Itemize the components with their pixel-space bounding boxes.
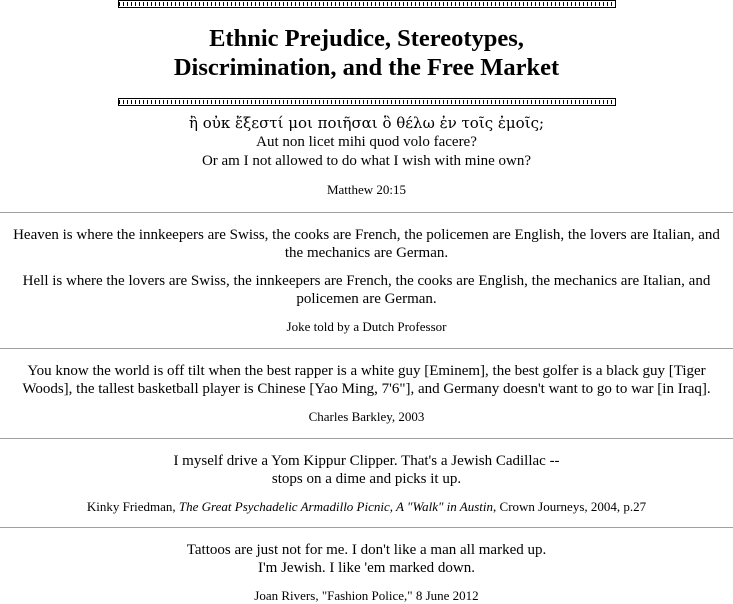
- greek-key-border-top: [118, 0, 616, 8]
- epigraph-greek: ἢ οὐκ ἔξεστί μοι ποιῆσαι ὃ θέλω ἐν τοῖς ἐμοῖς;: [188, 114, 545, 132]
- attribution-rivers: Joan Rivers, "Fashion Police," 8 June 2012: [254, 588, 479, 603]
- quote-kinky-line-1: I myself drive a Yom Kippur Clipper. That's a Jewish Cadillac --: [173, 453, 560, 469]
- quote-rivers-line-1: Tattoos are just not for me. I don't like a man all marked up.: [186, 542, 547, 558]
- separator: [0, 212, 733, 213]
- page-title: [0, 24, 733, 82]
- attribution-kinky-rest: , Crown Journeys, 2004, p.27: [493, 499, 647, 514]
- epigraph-latin: Aut non licet mihi quod volo facere?: [256, 134, 477, 150]
- separator: [0, 438, 733, 439]
- attribution-kinky-title: The Great Psychadelic Armadillo Picnic, A "Walk" in Austin: [178, 499, 494, 514]
- title-line-2: Discrimination, and the Free Market: [173, 54, 560, 81]
- separator: [0, 527, 733, 528]
- quote-barkley: You know the world is off tilt when the best rapper is a white guy [Eminem], the best golfer is a black guy [Tiger Woods], the tallest basketball player is Chinese [Yao Ming, 7'6"], and Germany doesn't want to go to war [in Iraq].: [22, 363, 711, 397]
- attribution-kinky: [0, 499, 733, 515]
- quote-heaven: Heaven is where the innkeepers are Swiss, the cooks are French, the policemen are English, the lovers are Italian, and the mechanics are German.: [13, 227, 720, 261]
- title-line-1: Ethnic Prejudice, Stereotypes,: [209, 25, 524, 52]
- epigraph-english: Or am I not allowed to do what I wish with mine own?: [201, 153, 532, 169]
- quote-block-rivers: [0, 541, 733, 604]
- attribution-barkley: Charles Barkley, 2003: [308, 409, 425, 424]
- greek-key-border-bottom: [118, 98, 616, 106]
- epigraph: [0, 114, 733, 171]
- epigraph-citation: Matthew 20:15: [326, 182, 407, 197]
- quote-kinky: [8, 452, 725, 488]
- quote-rivers-line-2: I'm Jewish. I like 'em marked down.: [257, 560, 476, 576]
- attribution-joke: Joke told by a Dutch Professor: [286, 319, 447, 334]
- attribution-kinky-name: Kinky Friedman,: [86, 499, 179, 514]
- quote-kinky-line-2: stops on a dime and picks it up.: [271, 471, 462, 487]
- separator: [0, 348, 733, 349]
- quote-hell: Hell is where the lovers are Swiss, the innkeepers are French, the cooks are English, the mechanics are Italian, and policemen are German.: [22, 273, 711, 307]
- quote-block-joke: [0, 226, 733, 335]
- quote-rivers: [8, 541, 725, 577]
- quote-block-kinky: [0, 452, 733, 515]
- quote-block-barkley: [0, 362, 733, 425]
